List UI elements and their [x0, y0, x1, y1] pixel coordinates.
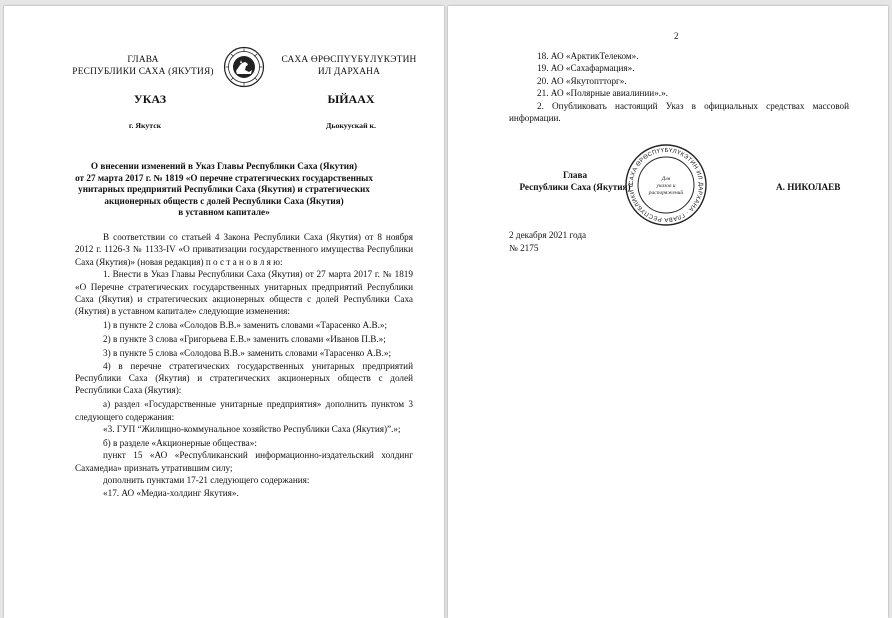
decree-number: № 2175 [509, 243, 539, 253]
paragraph: В соответствии со статьей 4 Закона Республики Саха (Якутия) от 8 ноября 2012 г. 1126-З № 1133-IV «О приватизации государственного имущества Республики Саха (Якутия)» (новая редакция) п о с т а н о в л я ю: [75, 232, 413, 267]
stamp-ring-text: САХА ӨРӨСПҮҮБҮЛҮКЭТИН ИЛ ДАРХАНА · ГЛАВА РЕСПУБЛИКИ С [628, 147, 704, 223]
coat-of-arms-icon [223, 46, 265, 88]
paragraph: а) раздел «Государственные унитарные предприятия» дополнить пунктом 3 следующего содержания: [75, 399, 413, 422]
paragraph: б) в разделе «Акционерные общества»: [103, 438, 257, 448]
list-item: 19. АО «Сахафармация». [537, 63, 635, 74]
list-item: 21. АО «Полярные авиалинии».». [537, 88, 668, 99]
paragraph: 2) в пункте 3 слова «Григорьева Е.В.» заменить словами «Иванов П.В.»; [103, 334, 386, 345]
document-body-continued [509, 50, 849, 124]
header-left-line-2: РЕСПУБЛИКИ САХА (ЯКУТИЯ) [72, 67, 214, 77]
decree-title-ru: УКАЗ [133, 92, 167, 106]
document-page-1 [4, 6, 444, 618]
decree-title-sakha: ЫЙААХ [327, 92, 375, 106]
header-right-line-2: ИЛ ДАРХАНА [317, 67, 381, 77]
header-left-line-1: ГЛАВА [127, 55, 159, 65]
title-line: акционерных обществ с долей Республики Саха (Якутия) [104, 195, 344, 206]
title-line: О внесении изменений в Указ Главы Республики Саха (Якутия) [90, 161, 358, 171]
document-page-2 [448, 6, 888, 618]
signer-name: А. НИКОЛАЕВ [776, 182, 841, 192]
document-body [75, 231, 413, 499]
signature-title-line-2: Республики Саха (Якутия) [519, 182, 631, 192]
city-ru: г. Якутск [128, 121, 162, 130]
paragraph: пункт 15 «АО «Республиканский информационно-издательский холдинг Сахамедиа» признать утратившим силу; [75, 450, 413, 473]
document-title [64, 161, 384, 219]
stamp-center-line: распоряжений [648, 190, 684, 196]
decree-date: 2 декабря 2021 года [509, 230, 587, 240]
header-right [274, 54, 424, 78]
paragraph: 2. Опубликовать настоящий Указ в официальных средствах массовой информации. [509, 100, 849, 124]
list-item: 18. АО «АрктикТелеком». [537, 51, 639, 61]
paragraph: 1) в пункте 2 слова «Солодов В.В.» заменить словами «Тарасенко А.В.»; [103, 320, 388, 331]
city-sakha: Дьокуускай к. [326, 121, 376, 130]
title-line: в уставном капитале» [178, 207, 270, 217]
paragraph: 1. Внести в Указ Главы Республики Саха (Якутия) от 27 марта 2017 г. № 1819 «О Перечне стратегических государственных унитарных предприятий Республики Саха (Якутия) и стратегических акционерных обществ с долей Республики Саха (Якутия) в уставном капитале» следующие изменения: [75, 269, 413, 317]
paragraph: дополнить пунктами 17-21 следующего содержания: [103, 475, 310, 486]
title-line: унитарных предприятий Республики Саха (Якутия) и стратегических [78, 184, 370, 194]
paragraph: 4) в перечне стратегических государственных унитарных предприятий Республики Саха (Якутия) и стратегических акционерных обществ с долей Республики Саха (Якутия): [75, 360, 413, 396]
paragraph: «17. АО «Медиа-холдинг Якутия». [103, 487, 239, 498]
stamp-center-line: Для [661, 176, 671, 182]
header-right-line-1: САХА ӨРӨСПҮҮБҮЛҮКЭТИН [281, 55, 417, 65]
stamp-center-line: указов и [656, 183, 676, 189]
paragraph: 3) в пункте 5 слова «Солодова В.В.» заменить словами «Тарасенко А.В.»; [103, 348, 392, 359]
signature-title-line-1: Глава [562, 170, 588, 180]
header-left [72, 54, 214, 78]
paragraph: «3. ГУП “Жилищно-коммунальное хозяйство Республики Саха (Якутия)”.»; [103, 424, 401, 435]
title-line: от 27 марта 2017 г. № 1819 «О перечне стратегических государственных [75, 172, 373, 183]
list-item: 20. АО «Якутоптторг». [537, 75, 627, 86]
page-number: 2 [674, 31, 679, 41]
signature-title [510, 169, 640, 193]
